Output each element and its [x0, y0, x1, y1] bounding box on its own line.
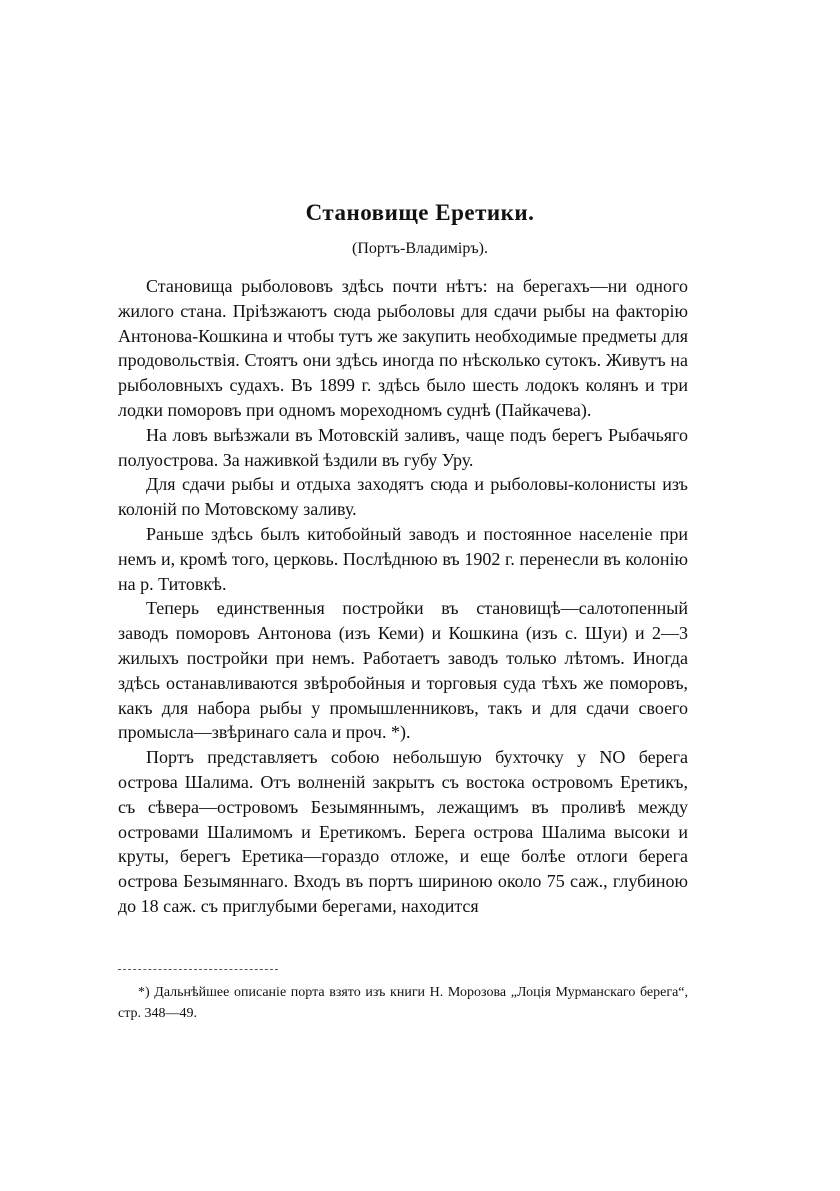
paragraph: Для сдачи рыбы и отдыха заходятъ сюда и рыболовы-колонисты изъ колоній по Мотовскому заливу.: [118, 474, 688, 520]
paragraph: Становища рыболововъ здѣсь почти нѣтъ: на берегахъ—ни одного жилого стана. Пріѣзжаютъ сюда рыболовы для сдачи рыбы на факторію Антонова-Кошкина и чтобы тутъ же закупить необходимые предметы для продовольствія. Стоятъ они здѣсь иногда по нѣсколько сутокъ. Живутъ на рыболовныхъ судахъ. Въ 1899 г. здѣсь было шесть лодокъ колянъ и три лодки поморовъ при одномъ мореходномъ суднѣ (Пайкачева).: [118, 276, 688, 420]
footnote-separator: [118, 969, 278, 970]
page-subtitle: (Портъ-Владиміръ).: [352, 240, 488, 257]
body-text: [118, 274, 688, 919]
paragraph: Портъ представляетъ собою небольшую бухточку у NO берега острова Шалима. Отъ волненій закрытъ съ востока островомъ Еретикъ, съ сѣвера—островомъ Безымяннымъ, лежащимъ въ проливѣ между островами Шалимомъ и Еретикомъ. Берега острова Шалима высоки и круты, берегъ Еретика—гораздо отложе, и еще болѣе отлоги берега острова Безымяннаго. Входъ въ портъ шириною около 75 саж., глубиною до 18 саж. съ приглубыми берегами, находится: [118, 747, 688, 916]
paragraph: Теперь единственныя постройки въ становищѣ—салотопенный заводъ поморовъ Антонова (изъ Кеми) и Кошкина (изъ с. Шуи) и 2—3 жилыхъ постройки при немъ. Работаетъ заводъ только лѣтомъ. Иногда здѣсь останавливаются звѣробойныя и торговыя суда тѣхъ же поморовъ, какъ для набора рыбы у промышленниковъ, такъ и для сдачи своего промысла—звѣринаго сала и проч. *).: [118, 598, 688, 743]
paragraph: На ловъ выѣзжали въ Мотовскій заливъ, чаще подъ берегъ Рыбачьяго полуострова. За наживкой ѣздили въ губу Уру.: [118, 424, 688, 470]
paragraph: Раньше здѣсь былъ китобойный заводъ и постоянное населеніе при немъ и, кромѣ того, церковь. Послѣднюю въ 1902 г. перенесли въ колонію на р. Титовкѣ.: [118, 523, 688, 594]
footnote: *) Дальнѣйшее описаніе порта взято изъ книги Н. Морозова „Лоція Мурманскаго берега“, стр. 348—49.: [118, 985, 688, 1021]
page-title: Становище Еретики.: [305, 200, 535, 225]
